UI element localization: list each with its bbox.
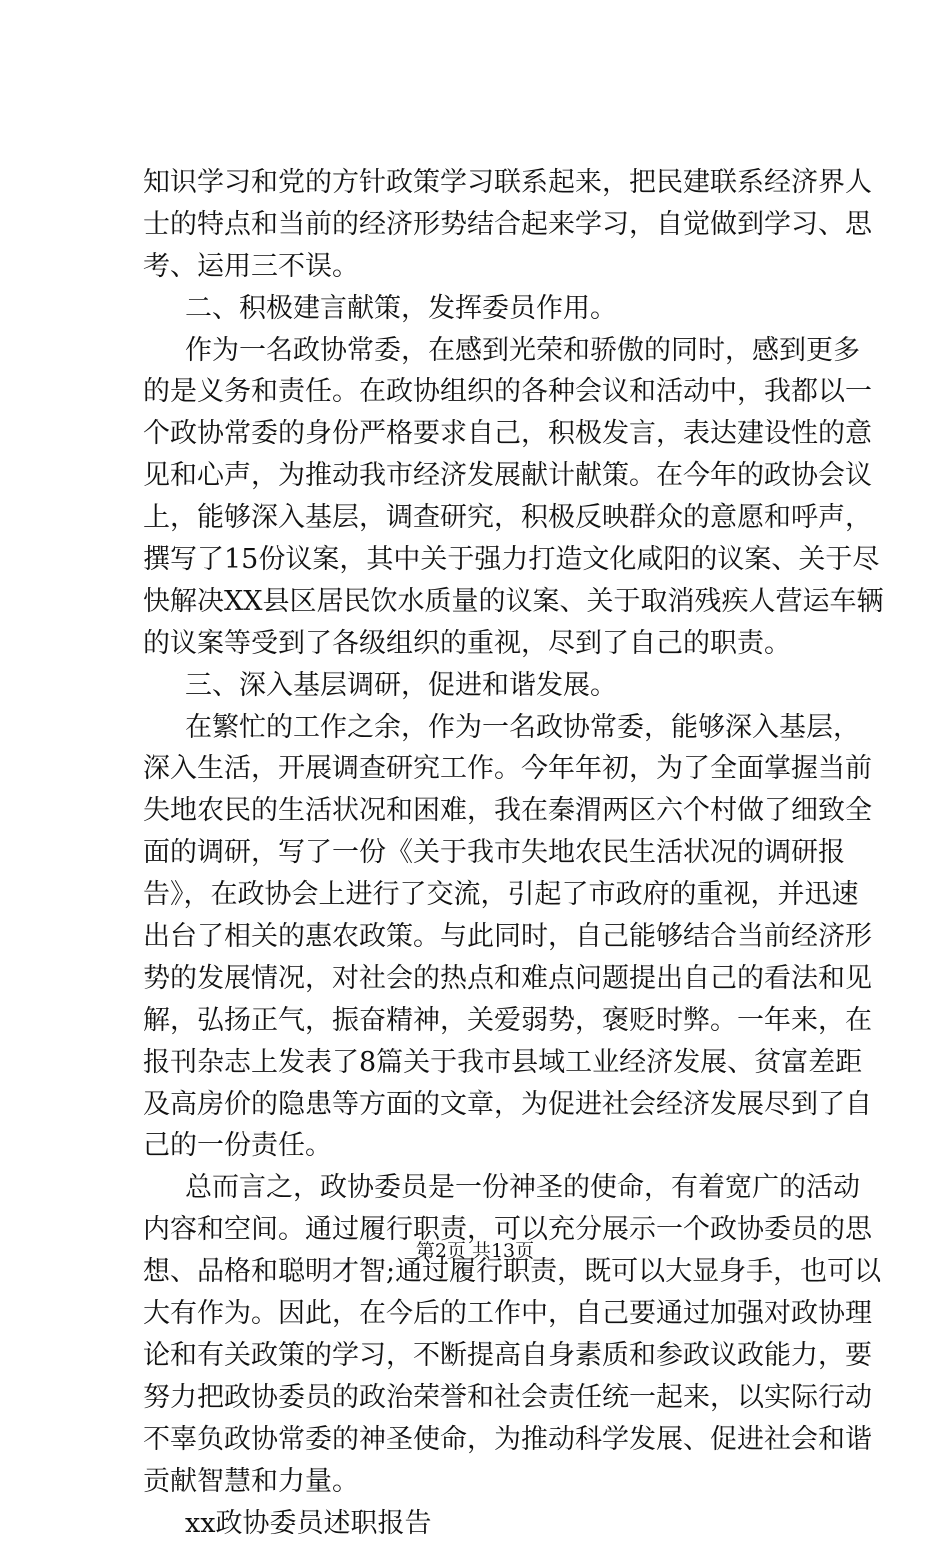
text-line — [143, 162, 811, 204]
text-line-content: 报刊杂志上发表了8篇关于我市县域工业经济发展、贫富差距 — [143, 1042, 811, 1084]
text-line — [143, 371, 811, 413]
text-line — [143, 1167, 811, 1209]
text-line-content: 个政协常委的身份严格要求自己，积极发言，表达建设性的意 — [143, 413, 811, 455]
text-line-content: 内容和空间。通过履行职责，可以充分展示一个政协委员的思 — [143, 1209, 811, 1251]
text-line-content: 撰写了15份议案，其中关于强力打造文化咸阳的议案、关于尽 — [143, 539, 811, 581]
text-line-content: 见和心声，为推动我市经济发展献计献策。在今年的政协会议 — [143, 455, 811, 497]
text-line — [143, 539, 811, 581]
text-line-content: xx政协委员述职报告 — [185, 1503, 811, 1544]
text-line-content: 在繁忙的工作之余，作为一名政协常委，能够深入基层， — [185, 707, 811, 749]
text-line — [143, 1461, 811, 1503]
text-line — [143, 204, 811, 246]
text-line — [143, 288, 811, 330]
text-line — [143, 1503, 811, 1544]
text-line — [143, 874, 811, 916]
text-line — [143, 623, 811, 665]
text-line-content: 不辜负政协常委的神圣使命，为推动科学发展、促进社会和谐 — [143, 1419, 811, 1461]
text-line-content: 士的特点和当前的经济形势结合起来学习，自觉做到学习、思 — [143, 204, 811, 246]
text-line — [143, 413, 811, 455]
text-line — [143, 916, 811, 958]
text-line — [143, 958, 811, 1000]
text-line-content: 的议案等受到了各级组织的重视，尽到了自己的职责。 — [143, 623, 811, 665]
text-line-content: 论和有关政策的学习，不断提高自身素质和参政议政能力，要 — [143, 1335, 811, 1377]
text-line-content: 贡献智慧和力量。 — [143, 1461, 811, 1503]
text-line — [143, 581, 811, 623]
text-line-content: 上，能够深入基层，调查研究，积极反映群众的意愿和呼声， — [143, 497, 811, 539]
text-line-content: 总而言之，政协委员是一份神圣的使命，有着宽广的活动 — [185, 1167, 811, 1209]
text-line — [143, 707, 811, 749]
text-line — [143, 748, 811, 790]
text-line — [143, 790, 811, 832]
text-line — [143, 1293, 811, 1335]
text-line — [143, 1125, 811, 1167]
text-line-content: 的是义务和责任。在政协组织的各种会议和活动中，我都以一 — [143, 371, 811, 413]
text-line — [143, 1042, 811, 1084]
text-line — [143, 497, 811, 539]
text-line-content: 作为一名政协常委，在感到光荣和骄傲的同时，感到更多 — [185, 330, 811, 372]
text-line-content: 二、积极建言献策，发挥委员作用。 — [185, 288, 811, 330]
text-line-content: 快解决XX县区居民饮水质量的议案、关于取消残疾人营运车辆 — [143, 581, 811, 623]
text-line — [143, 1000, 811, 1042]
text-line-content: 深入生活，开展调查研究工作。今年年初，为了全面掌握当前 — [143, 748, 811, 790]
text-line-content: 想、品格和聪明才智;通过履行职责，既可以大显身手，也可以 — [143, 1251, 811, 1293]
text-line-content: 三、深入基层调研，促进和谐发展。 — [185, 665, 811, 707]
text-line — [143, 330, 811, 372]
text-line — [143, 455, 811, 497]
page-number-footer: 第2页 共13页 — [0, 1238, 950, 1264]
text-line-content: 及高房价的隐患等方面的文章，为促进社会经济发展尽到了自 — [143, 1084, 811, 1126]
text-line — [143, 832, 811, 874]
text-line — [143, 1377, 811, 1419]
document-body — [143, 162, 811, 1544]
text-line-content: 告》，在政协会上进行了交流，引起了市政府的重视，并迅速 — [143, 874, 811, 916]
text-line-content: 解，弘扬正气，振奋精神，关爱弱势，褒贬时弊。一年来，在 — [143, 1000, 811, 1042]
text-line — [143, 1084, 811, 1126]
text-line-content: 考、运用三不误。 — [143, 246, 811, 288]
text-line-content: 努力把政协委员的政治荣誉和社会责任统一起来，以实际行动 — [143, 1377, 811, 1419]
text-line — [143, 665, 811, 707]
text-line-content: 面的调研，写了一份《关于我市失地农民生活状况的调研报 — [143, 832, 811, 874]
text-line-content: 失地农民的生活状况和困难，我在秦渭两区六个村做了细致全 — [143, 790, 811, 832]
text-line-content: 大有作为。因此，在今后的工作中，自己要通过加强对政协理 — [143, 1293, 811, 1335]
text-line — [143, 1419, 811, 1461]
text-line — [143, 246, 811, 288]
text-line-content: 势的发展情况，对社会的热点和难点问题提出自己的看法和见 — [143, 958, 811, 1000]
text-line — [143, 1335, 811, 1377]
text-line-content: 己的一份责任。 — [143, 1125, 811, 1167]
text-line-content: 出台了相关的惠农政策。与此同时，自己能够结合当前经济形 — [143, 916, 811, 958]
text-line-content: 知识学习和党的方针政策学习联系起来，把民建联系经济界人 — [143, 162, 811, 204]
